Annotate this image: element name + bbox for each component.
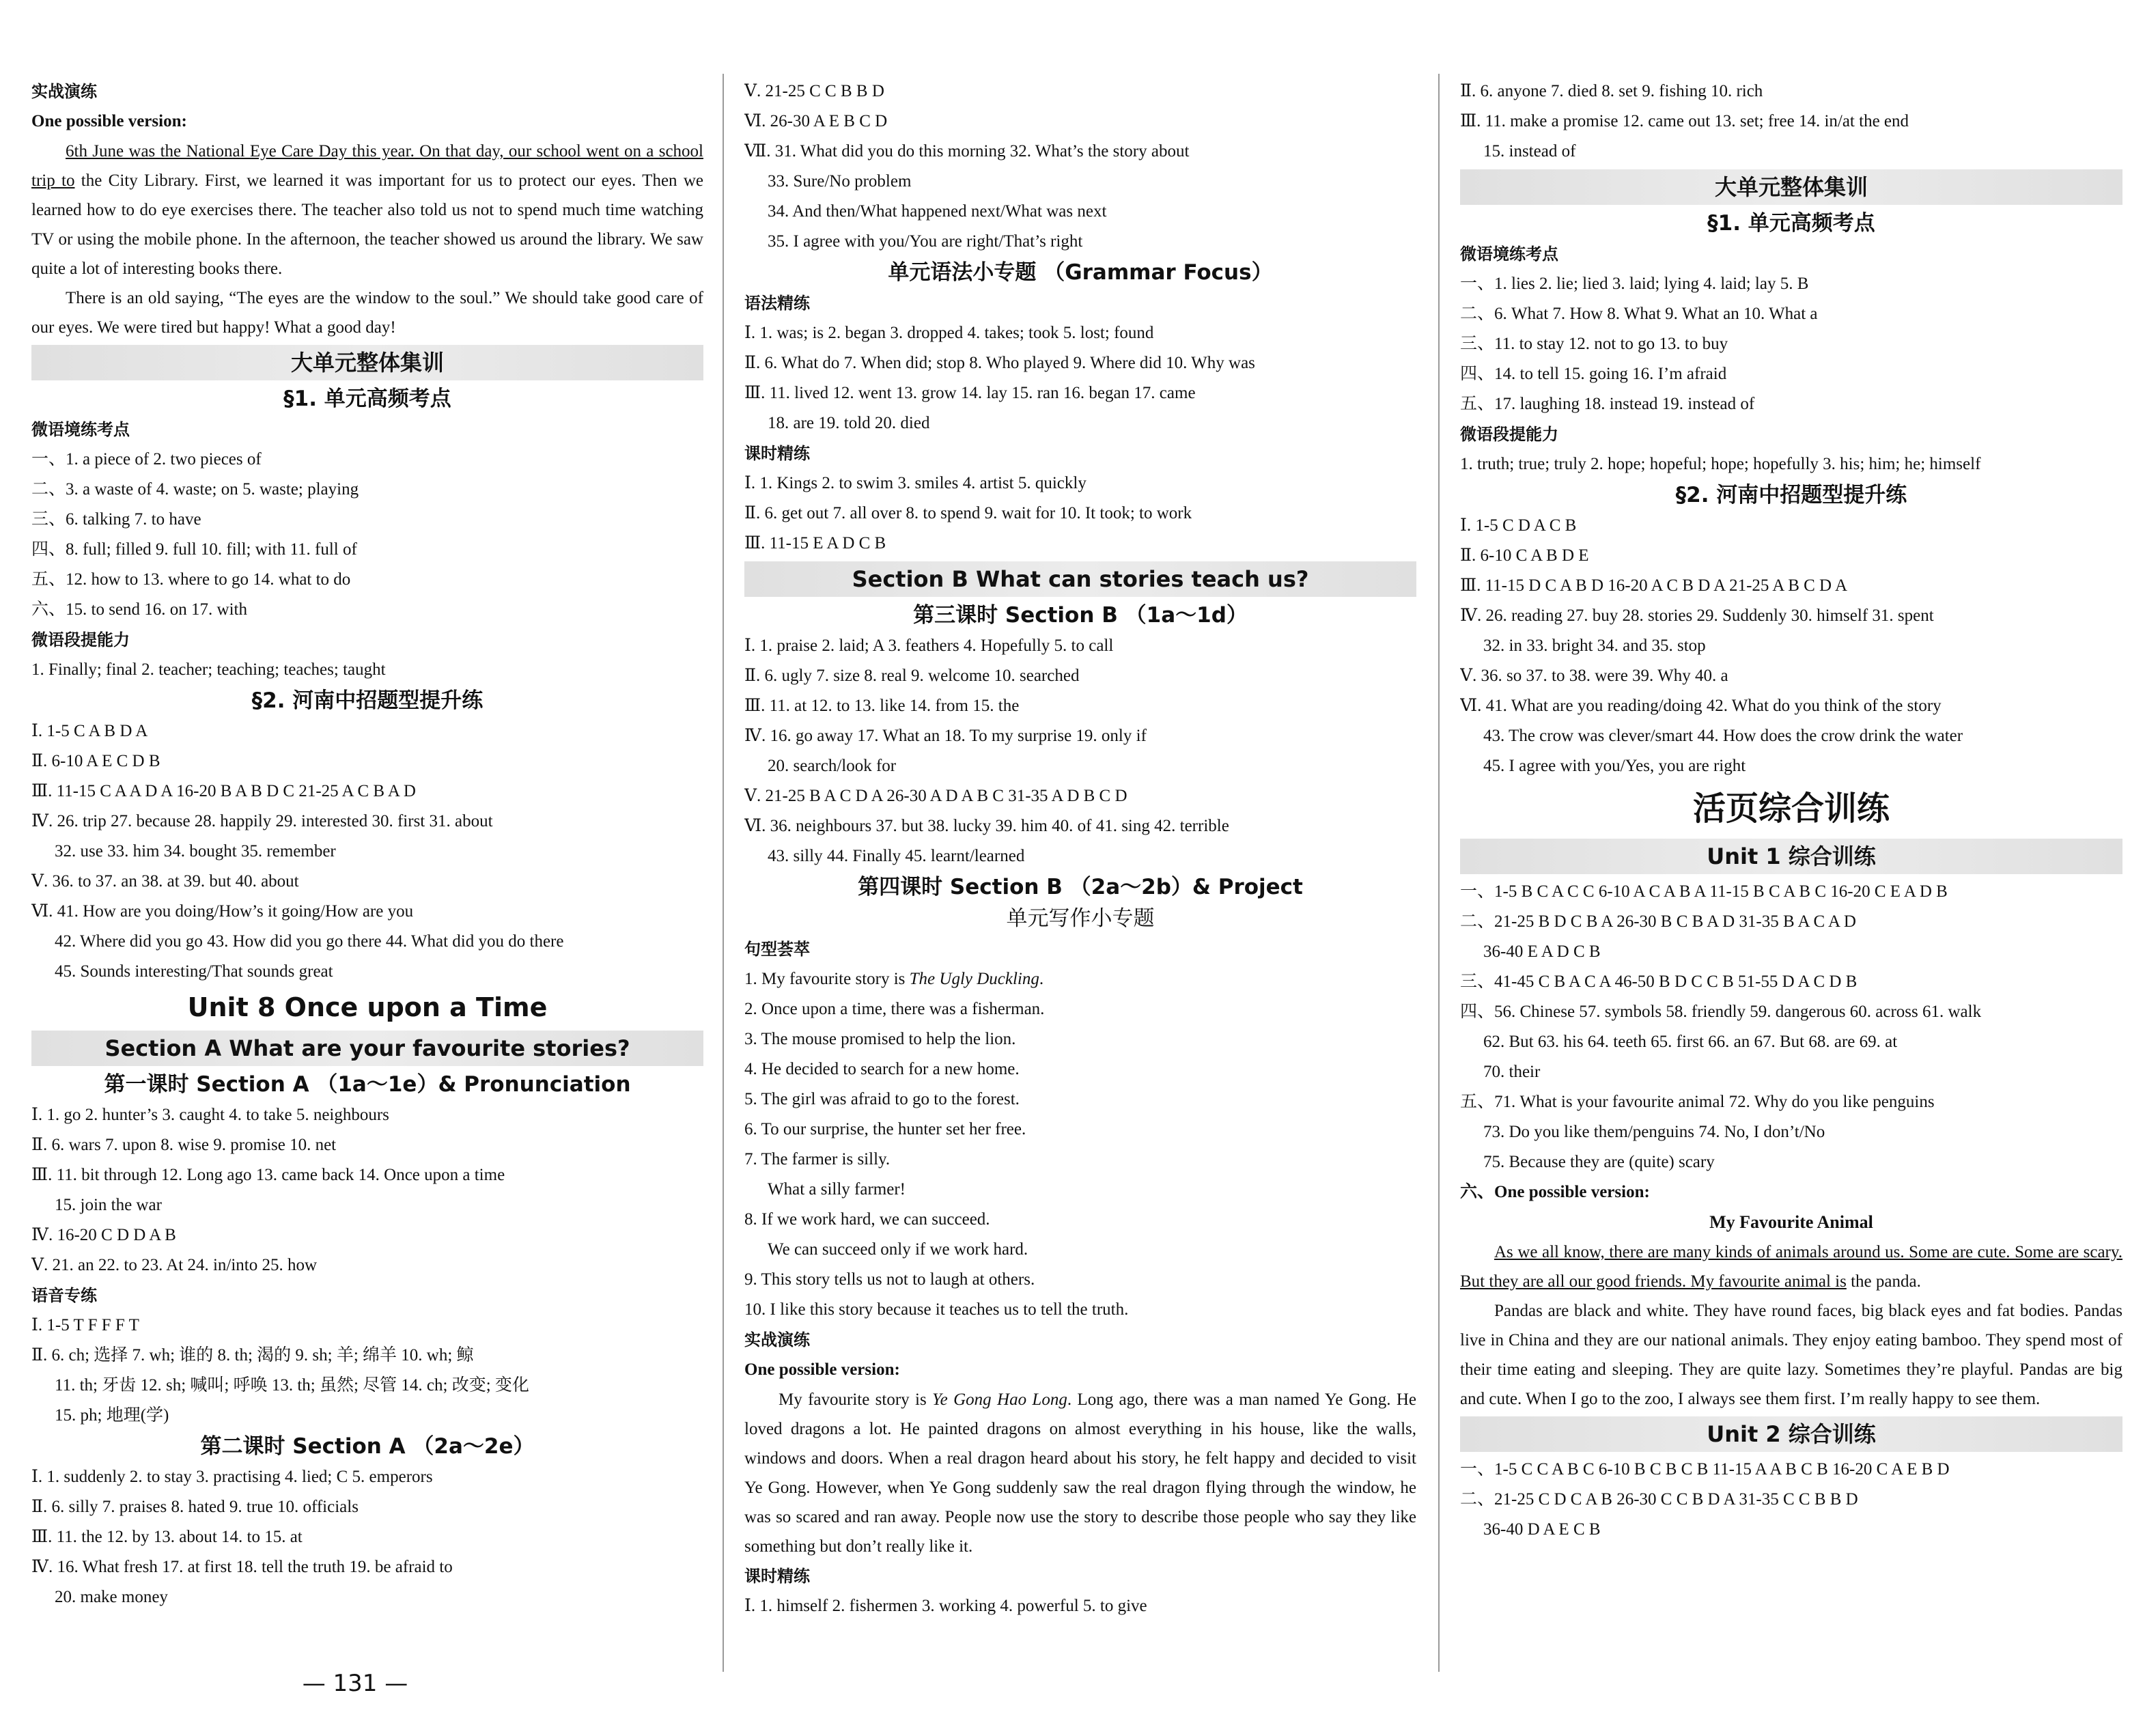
answer-line: Ⅲ. 11. make a promise 12. came out 13. set; free 14. in/at the end — [1460, 112, 1909, 130]
answer-line: Ⅵ. 26-30 A E B C D — [744, 112, 888, 130]
answer-line: 20. make money — [55, 1588, 168, 1606]
sentence-line: 4. He decided to search for a new home. — [744, 1060, 1020, 1078]
answer-line: 43. silly 44. Finally 45. learnt/learned — [768, 847, 1025, 865]
answer-line: Ⅴ. 36. so 37. to 38. were 39. Why 40. a — [1460, 667, 1728, 685]
answer-line: Ⅲ. 11. bit through 12. Long ago 13. came back 14. Once upon a time — [31, 1166, 505, 1184]
heading-juxing: 句型荟萃 — [744, 940, 810, 959]
answer-line: 15. join the war — [55, 1196, 162, 1214]
answer-line: 二、3. a waste of 4. waste; on 5. waste; playing — [31, 480, 359, 499]
answer-line: 18. are 19. told 20. died — [768, 414, 930, 432]
right-column — [1460, 76, 2122, 1675]
answer-line: Ⅰ. 1. go 2. hunter’s 3. caught 4. to take 5. neighbours — [31, 1106, 389, 1124]
answer-line: Ⅰ. 1-5 C A B D A — [31, 722, 148, 740]
essay-underlined: As we all know, there are many kinds of animals around us. Some are cute. Some are scary. But they are all our good friends. My favourite animal is — [1460, 1243, 2122, 1291]
middle-column — [744, 76, 1416, 1675]
answer-line: Ⅲ. 11-15 D C A B D 16-20 A C B D A 21-25 A B C D A — [1460, 576, 1848, 595]
answer-line: 35. I agree with you/You are right/That’s right — [768, 232, 1083, 251]
answer-line: 70. their — [1483, 1063, 1541, 1081]
heading-keshi: 课时精练 — [744, 444, 810, 463]
answer-line: 62. But 63. his 64. teeth 65. first 66. an 67. But 68. are 69. at — [1483, 1033, 1898, 1051]
heading-yuyin: 语音专练 — [31, 1286, 97, 1305]
sentence-line: 5. The girl was afraid to go to the forest. — [744, 1090, 1020, 1108]
sentence-line: 7. The farmer is silly. — [744, 1150, 891, 1168]
answer-line: 43. The crow was clever/smart 44. How does the crow drink the water — [1483, 727, 1963, 745]
answer-line: 二、21-25 C D C A B 26-30 C C B D A 31-35 C C B B D — [1460, 1490, 1858, 1509]
loose-leaf-training-title: 活页综合训练 — [1692, 789, 1890, 828]
essay-title: My Favourite Animal — [1709, 1212, 1873, 1232]
answer-line: Ⅵ. 41. How are you doing/How’s it going/How are you — [31, 902, 414, 921]
answer-line: 45. Sounds interesting/That sounds great — [55, 962, 333, 981]
answer-line: 四、14. to tell 15. going 16. I’m afraid — [1460, 365, 1727, 383]
answer-line: Ⅴ. 21. an 22. to 23. At 24. in/into 25. how — [31, 1256, 318, 1274]
answer-line: Ⅳ. 26. trip 27. because 28. happily 29. interested 30. first 31. about — [31, 812, 493, 830]
sentence-line: 2. Once upon a time, there was a fisherman. — [744, 1000, 1045, 1018]
answer-line: Ⅱ. 6. get out 7. all over 8. to spend 9. wait for 10. It took; to work — [744, 504, 1192, 522]
answer-line: 五、17. laughing 18. instead 19. instead of — [1460, 395, 1755, 413]
lesson-3-title: 第三课时 Section B （1a～1d） — [913, 603, 1248, 628]
section-bar-review: 大单元整体集训 — [1460, 169, 2122, 205]
unit-2-bar: Unit 2 综合训练 — [1460, 1416, 2122, 1452]
answer-line: Ⅲ. 11. lived 12. went 13. grow 14. lay 15. ran 16. began 17. came — [744, 384, 1196, 402]
sentence-line: 10. I like this story because it teaches us to tell the truth. — [744, 1300, 1129, 1319]
essay-eye-care-p1 — [31, 137, 703, 283]
answer-line: 36-40 E A D C B — [1483, 942, 1601, 961]
answer-line: 15. instead of — [1483, 142, 1576, 160]
answer-line: Ⅲ. 11. the 12. by 13. about 14. to 15. at — [31, 1528, 303, 1546]
section-1-title: §1. 单元高频考点 — [283, 387, 451, 411]
answer-line: Ⅲ. 11-15 C A A D A 16-20 B A B D C 21-25 A C B A D — [31, 782, 416, 800]
essay-underlined: 6th June was the National Eye Care Day this year. On that day, our school went on a school trip to — [31, 142, 703, 190]
heading-weiyu: 微语境练考点 — [31, 420, 130, 439]
answer-line: Ⅱ. 6-10 C A B D E — [1460, 546, 1589, 565]
opv-label: One possible version: — [31, 112, 187, 130]
opv-label: One possible version: — [744, 1360, 900, 1379]
unit-8-title: Unit 8 Once upon a Time — [187, 992, 548, 1022]
answer-line: 45. I agree with you/Yes, you are right — [1483, 757, 1746, 775]
page-number: — 131 — — [302, 1670, 408, 1697]
answer-line: Ⅶ. 31. What did you do this morning 32. What’s the story about — [744, 142, 1190, 160]
heading-keshi: 课时精练 — [744, 1567, 810, 1586]
sentence-line: What a silly farmer! — [768, 1180, 906, 1199]
essay-favourite-animal-p2: Pandas are black and white. They have round faces, big black eyes and fat bodies. Pandas live in China and they are our national animals. They enjoy eating bamboo. They spend most of their time eating and sleeping. They are quite lazy. Sometimes they’re playful. Pandas are big and cute. When I go to the zoo, I always see them first. I’m really happy to see them. — [1460, 1302, 2122, 1408]
answer-line: Ⅱ. 6-10 A E C D B — [31, 752, 160, 770]
answer-line: Ⅰ. 1. suddenly 2. to stay 3. practising 4. lied; C 5. emperors — [31, 1468, 433, 1486]
left-column — [31, 76, 703, 1675]
answer-line: Ⅰ. 1-5 C D A C B — [1460, 516, 1577, 535]
answer-line: 1. Finally; final 2. teacher; teaching; teaches; taught — [31, 660, 386, 679]
section-bar-review: 大单元整体集训 — [31, 345, 703, 380]
section-1-title: §1. 单元高频考点 — [1707, 211, 1875, 236]
answer-line: 一、1. lies 2. lie; lied 3. laid; lying 4. laid; lay 5. B — [1460, 275, 1809, 293]
answer-line: Ⅰ. 1. himself 2. fishermen 3. working 4. powerful 5. to give — [744, 1597, 1147, 1615]
essay-text: the City Library. First, we learned it was important for us to protect our eyes. Then we learned how to do eye exercises there. The teacher also told us not to spend much time watching TV or using the mobile phone. In the afternoon, the teacher showed us around the library. We saw quite a lot of interesting books there. — [31, 171, 703, 278]
answer-line: 三、6. talking 7. to have — [31, 510, 201, 529]
answer-line: Ⅱ. 6. silly 7. praises 8. hated 9. true 10. officials — [31, 1498, 359, 1516]
answer-line: 二、21-25 B D C B A 26-30 B C B A D 31-35 B A C A D — [1460, 912, 1856, 931]
answer-line: 73. Do you like them/penguins 74. No, I don’t/No — [1483, 1123, 1825, 1141]
sentence-line: 3. The mouse promised to help the lion. — [744, 1030, 1016, 1048]
answer-line: Ⅳ. 26. reading 27. buy 28. stories 29. Suddenly 30. himself 31. spent — [1460, 606, 1934, 625]
answer-line: Ⅳ. 16-20 C D D A B — [31, 1226, 176, 1244]
answer-line: Ⅰ. 1. was; is 2. began 3. dropped 4. takes; took 5. lost; found — [744, 324, 1154, 342]
answer-line: 四、8. full; filled 9. full 10. fill; with 11. full of — [31, 540, 357, 559]
answer-line: 一、1-5 C C A B C 6-10 B C B C B 11-15 A A B C B 16-20 C A E B D — [1460, 1460, 1950, 1479]
answer-line: 20. search/look for — [768, 757, 897, 775]
sentence-line: 9. This story tells us not to laugh at others. — [744, 1270, 1035, 1289]
heading-duan: 微语段提能力 — [1460, 425, 1558, 444]
answer-line: Ⅱ. 6. ugly 7. size 8. real 9. welcome 10. searched — [744, 667, 1080, 685]
section-2-title: §2. 河南中招题型提升练 — [251, 688, 484, 713]
section-a-bar: Section A What are your favourite stories? — [31, 1031, 703, 1066]
essay-text: My favourite story is — [779, 1390, 933, 1409]
answer-line: Ⅳ. 16. What fresh 17. at first 18. tell the truth 19. be afraid to — [31, 1558, 453, 1576]
answer-line: 33. Sure/No problem — [768, 172, 912, 191]
heading-shizhan: 实战演练 — [31, 82, 97, 101]
answer-line: 一、1-5 B C A C C 6-10 A C A B A 11-15 B C A B C 16-20 C E A D B — [1460, 882, 1948, 901]
answer-line: Ⅴ. 21-25 C C B B D — [744, 82, 884, 100]
answer-line: 五、12. how to 13. where to go 14. what to do — [31, 570, 351, 589]
grammar-focus-title: 单元语法小专题 （Grammar Focus） — [888, 260, 1273, 285]
heading-shizhan: 实战演练 — [744, 1330, 810, 1349]
answer-line: Ⅱ. 6. wars 7. upon 8. wise 9. promise 10. net — [31, 1136, 337, 1154]
answer-line: 42. Where did you go 43. How did you go there 44. What did you do there — [55, 932, 564, 951]
sentence-line: 6. To our surprise, the hunter set her free. — [744, 1120, 1026, 1138]
heading-duan: 微语段提能力 — [31, 630, 130, 649]
opv-label: 六、One possible version: — [1460, 1183, 1650, 1201]
sentence-line — [744, 964, 1416, 994]
lesson-4-title: 第四课时 Section B （2a～2b）& Project — [858, 875, 1303, 899]
heading-weiyu: 微语境练考点 — [1460, 244, 1558, 264]
answer-line: Ⅳ. 16. go away 17. What an 18. To my surprise 19. only if — [744, 727, 1147, 745]
answer-line: Ⅰ. 1. praise 2. laid; A 3. feathers 4. Hopefully 5. to call — [744, 636, 1114, 655]
answer-line: Ⅵ. 36. neighbours 37. but 38. lucky 39. him 40. of 41. sing 42. terrible — [744, 817, 1229, 835]
answer-line: Ⅱ. 6. ch; 选择 7. wh; 谁的 8. th; 渴的 9. sh; 羊; 绵羊 10. wh; 鲸 — [31, 1346, 474, 1364]
writing-topic-title: 单元写作小专题 — [1006, 906, 1155, 931]
answer-line: 15. ph; 地理(学) — [55, 1406, 169, 1425]
heading-yufa: 语法精练 — [744, 294, 810, 313]
answer-line: 二、6. What 7. How 8. What 9. What an 10. What a — [1460, 305, 1818, 323]
sentence-text: 1. My favourite story is — [744, 970, 910, 988]
answer-line: 四、56. Chinese 57. symbols 58. friendly 59. dangerous 60. across 61. walk — [1460, 1003, 1982, 1021]
essay-favourite-story — [744, 1385, 1416, 1561]
answer-line: 34. And then/What happened next/What was next — [768, 202, 1107, 221]
answer-line: 五、71. What is your favourite animal 72. Why do you like penguins — [1460, 1093, 1935, 1111]
answer-line: 一、1. a piece of 2. two pieces of — [31, 450, 262, 468]
sentence-text: . — [1039, 970, 1044, 988]
essay-text: . Long ago, there was a man named Ye Gong. He loved dragons a lot. He painted dragons on almost everything in his house, like the walls, windows and doors. When a real dragon heard about his story, he felt happy and decided to visit Ye Gong. However, when Ye Gong suddenly saw the real dragon flying through the window, he was so scared and ran away. People now use the story to describe those people who say they like something but don’t really like it. — [744, 1390, 1416, 1556]
sentence-line: We can succeed only if we work hard. — [768, 1240, 1028, 1259]
story-title: Ye Gong Hao Long — [932, 1390, 1067, 1409]
answer-line: Ⅴ. 21-25 B A C D A 26-30 A D A B C 31-35 A D B C D — [744, 787, 1127, 805]
lesson-2-title: 第二课时 Section A （2a～2e） — [200, 1434, 535, 1459]
answer-line: 六、15. to send 16. on 17. with — [31, 600, 247, 619]
sentence-line: 8. If we work hard, we can succeed. — [744, 1210, 990, 1229]
essay-eye-care-p2: There is an old saying, “The eyes are the window to the soul.” We should take good care of our eyes. We were tired but happy! What a good day! — [31, 289, 703, 337]
essay-text: the panda. — [1846, 1272, 1921, 1291]
answer-line: Ⅲ. 11. at 12. to 13. like 14. from 15. the — [744, 697, 1020, 715]
unit-1-bar: Unit 1 综合训练 — [1460, 839, 2122, 874]
answer-line: 36-40 D A E C B — [1483, 1520, 1601, 1539]
section-b-bar: Section B What can stories teach us? — [744, 561, 1416, 597]
answer-line: 11. th; 牙齿 12. sh; 喊叫; 呼唤 13. th; 虽然; 尽管 14. ch; 改变; 变化 — [55, 1376, 529, 1395]
answer-line: 75. Because they are (quite) scary — [1483, 1153, 1715, 1171]
answer-line: Ⅰ. 1-5 T F F F T — [31, 1316, 139, 1334]
answer-line: Ⅵ. 41. What are you reading/doing 42. What do you think of the story — [1460, 697, 1942, 715]
column-divider-2 — [1438, 74, 1440, 1672]
column-divider-1 — [723, 74, 724, 1672]
answer-line: 1. truth; true; truly 2. hope; hopeful; hope; hopefully 3. his; him; he; himself — [1460, 455, 1981, 473]
answer-line: 32. use 33. him 34. bought 35. remember — [55, 842, 336, 860]
essay-favourite-animal-p1 — [1460, 1237, 2122, 1296]
lesson-1-title: 第一课时 Section A （1a～1e）& Pronunciation — [104, 1072, 631, 1097]
answer-line: Ⅲ. 11-15 E A D C B — [744, 534, 886, 552]
answer-line: Ⅱ. 6. What do 7. When did; stop 8. Who played 9. Where did 10. Why was — [744, 354, 1255, 372]
answer-line: 三、11. to stay 12. not to go 13. to buy — [1460, 335, 1728, 353]
answer-line: 三、41-45 C B A C A 46-50 B D C C B 51-55 D A C D B — [1460, 972, 1858, 991]
section-2-title: §2. 河南中招题型提升练 — [1675, 483, 1907, 507]
answer-line: Ⅴ. 36. to 37. an 38. at 39. but 40. about — [31, 872, 299, 891]
story-title: The Ugly Duckling — [909, 970, 1039, 988]
answer-line: 32. in 33. bright 34. and 35. stop — [1483, 636, 1706, 655]
answer-line: Ⅱ. 6. anyone 7. died 8. set 9. fishing 10. rich — [1460, 82, 1763, 100]
answer-line: Ⅰ. 1. Kings 2. to swim 3. smiles 4. artist 5. quickly — [744, 474, 1087, 492]
